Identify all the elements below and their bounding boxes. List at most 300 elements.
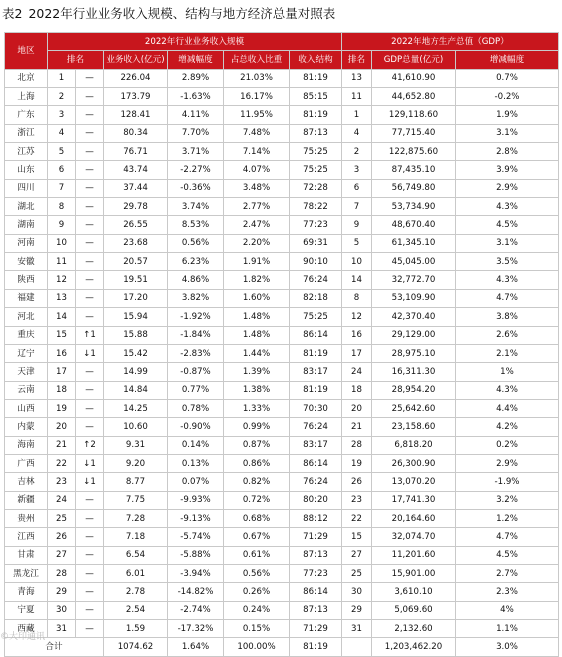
growth-cell: -5.88% — [168, 546, 224, 564]
revenue-cell: 14.25 — [104, 399, 168, 417]
rank-change-cell: — — [76, 179, 104, 197]
share-cell: 2.47% — [224, 216, 290, 234]
rank-cell: 2 — [48, 88, 76, 106]
share-cell: 1.48% — [224, 326, 290, 344]
gdp-rank-cell: 3 — [342, 161, 372, 179]
table-row — [5, 546, 559, 564]
rank-change-cell: — — [76, 509, 104, 527]
growth-cell: -14.82% — [168, 583, 224, 601]
structure-cell: 77:23 — [290, 564, 342, 582]
structure-cell: 86:14 — [290, 326, 342, 344]
table-row — [5, 234, 559, 252]
rank-cell: 11 — [48, 253, 76, 271]
table-row — [5, 418, 559, 436]
gdp-rank-cell: 8 — [342, 289, 372, 307]
gdp-rank-cell: 22 — [342, 509, 372, 527]
structure-cell: 77:23 — [290, 216, 342, 234]
share-cell: 0.26% — [224, 583, 290, 601]
structure-cell: 85:15 — [290, 88, 342, 106]
rank-cell: 28 — [48, 564, 76, 582]
structure-cell: 82:18 — [290, 289, 342, 307]
growth-cell: 4.86% — [168, 271, 224, 289]
gdp-rank-cell: 7 — [342, 198, 372, 216]
gdp-growth-cell: 3.8% — [456, 308, 559, 326]
region-cell: 宁夏 — [5, 601, 48, 619]
gdp-growth-cell: 3.1% — [456, 124, 559, 142]
gdp-growth-cell: -1.9% — [456, 473, 559, 491]
header-growth: 增减幅度 — [168, 51, 224, 69]
gdp-rank-cell: 1 — [342, 106, 372, 124]
rank-cell: 19 — [48, 399, 76, 417]
region-cell: 陕西 — [5, 271, 48, 289]
gdp-cell: 53,734.90 — [372, 198, 456, 216]
header-region: 地区 — [5, 33, 48, 70]
rank-change-cell: — — [76, 198, 104, 216]
gdp-growth-cell: 4% — [456, 601, 559, 619]
revenue-cell: 29.78 — [104, 198, 168, 216]
revenue-cell: 23.68 — [104, 234, 168, 252]
header-share: 占总收入比重 — [224, 51, 290, 69]
rank-change-cell: — — [76, 124, 104, 142]
region-cell: 广东 — [5, 106, 48, 124]
table-row — [5, 528, 559, 546]
rank-cell: 16 — [48, 344, 76, 362]
growth-cell: -3.94% — [168, 564, 224, 582]
revenue-cell: 2.54 — [104, 601, 168, 619]
rank-cell: 29 — [48, 583, 76, 601]
rank-cell: 20 — [48, 418, 76, 436]
gdp-growth-cell: 1% — [456, 363, 559, 381]
gdp-cell: 2,132.60 — [372, 620, 456, 638]
structure-cell: 75:25 — [290, 161, 342, 179]
growth-cell: 0.56% — [168, 234, 224, 252]
rank-change-cell: — — [76, 546, 104, 564]
region-cell: 贵州 — [5, 509, 48, 527]
region-cell: 广西 — [5, 454, 48, 472]
table-row — [5, 69, 559, 87]
total-row — [5, 638, 559, 656]
rank-change-cell: ↓1 — [76, 473, 104, 491]
gdp-cell: 45,045.00 — [372, 253, 456, 271]
rank-change-cell: — — [76, 620, 104, 638]
gdp-growth-cell: 4.4% — [456, 399, 559, 417]
region-cell: 重庆 — [5, 326, 48, 344]
revenue-cell: 7.28 — [104, 509, 168, 527]
revenue-cell: 26.55 — [104, 216, 168, 234]
structure-cell: 80:20 — [290, 491, 342, 509]
growth-cell: 3.82% — [168, 289, 224, 307]
growth-cell: -0.87% — [168, 363, 224, 381]
rank-cell: 26 — [48, 528, 76, 546]
table-row — [5, 253, 559, 271]
rank-change-cell: — — [76, 253, 104, 271]
structure-cell: 81:19 — [290, 69, 342, 87]
gdp-rank-cell: 10 — [342, 253, 372, 271]
rank-cell: 21 — [48, 436, 76, 454]
table-row — [5, 564, 559, 582]
share-cell: 21.03% — [224, 69, 290, 87]
share-cell: 2.77% — [224, 198, 290, 216]
structure-cell: 83:17 — [290, 363, 342, 381]
growth-cell: -9.93% — [168, 491, 224, 509]
gdp-growth-cell: 4.3% — [456, 271, 559, 289]
rank-cell: 27 — [48, 546, 76, 564]
gdp-rank-cell: 15 — [342, 528, 372, 546]
structure-cell: 81:19 — [290, 344, 342, 362]
header-group-revenue: 2022年行业业务收入规模 — [48, 33, 342, 51]
rank-cell: 25 — [48, 509, 76, 527]
gdp-growth-cell: 4.5% — [456, 216, 559, 234]
gdp-cell: 28,975.10 — [372, 344, 456, 362]
share-cell: 4.07% — [224, 161, 290, 179]
table-row — [5, 308, 559, 326]
gdp-growth-cell: 2.8% — [456, 143, 559, 161]
rank-cell: 17 — [48, 363, 76, 381]
gdp-rank-cell: 31 — [342, 620, 372, 638]
region-cell: 河北 — [5, 308, 48, 326]
total-gdp: 1,203,462.20 — [372, 638, 456, 656]
table-row — [5, 124, 559, 142]
gdp-growth-cell: 3.2% — [456, 491, 559, 509]
structure-cell: 72:28 — [290, 179, 342, 197]
growth-cell: -2.83% — [168, 344, 224, 362]
gdp-rank-cell: 18 — [342, 381, 372, 399]
total-gdp-rank — [342, 638, 372, 656]
region-cell: 西藏 — [5, 620, 48, 638]
caption-title: 2022年行业业务收入规模、结构与地方经济总量对照表 — [28, 6, 336, 21]
structure-cell: 76:24 — [290, 473, 342, 491]
total-share: 100.00% — [224, 638, 290, 656]
growth-cell: 0.13% — [168, 454, 224, 472]
region-cell: 海南 — [5, 436, 48, 454]
growth-cell: -2.74% — [168, 601, 224, 619]
gdp-rank-cell: 30 — [342, 583, 372, 601]
growth-cell: 6.23% — [168, 253, 224, 271]
share-cell: 0.61% — [224, 546, 290, 564]
revenue-cell: 19.51 — [104, 271, 168, 289]
rank-change-cell: — — [76, 88, 104, 106]
table-row — [5, 473, 559, 491]
table-row — [5, 106, 559, 124]
table-row — [5, 583, 559, 601]
rank-change-cell: — — [76, 528, 104, 546]
table-row — [5, 601, 559, 619]
structure-cell: 86:14 — [290, 454, 342, 472]
gdp-growth-cell: 2.7% — [456, 564, 559, 582]
gdp-rank-cell: 20 — [342, 399, 372, 417]
gdp-growth-cell: 2.9% — [456, 179, 559, 197]
revenue-cell: 2.78 — [104, 583, 168, 601]
share-cell: 2.20% — [224, 234, 290, 252]
share-cell: 1.48% — [224, 308, 290, 326]
gdp-cell: 56,749.80 — [372, 179, 456, 197]
rank-change-cell: ↓1 — [76, 344, 104, 362]
rank-cell: 24 — [48, 491, 76, 509]
region-cell: 辽宁 — [5, 344, 48, 362]
rank-change-cell: — — [76, 491, 104, 509]
gdp-cell: 26,300.90 — [372, 454, 456, 472]
rank-change-cell: — — [76, 271, 104, 289]
structure-cell: 86:14 — [290, 583, 342, 601]
share-cell: 1.33% — [224, 399, 290, 417]
table-row — [5, 198, 559, 216]
share-cell: 1.82% — [224, 271, 290, 289]
gdp-growth-cell: 2.9% — [456, 454, 559, 472]
header-group-gdp: 2022年地方生产总值（GDP） — [342, 33, 559, 51]
growth-cell: 2.89% — [168, 69, 224, 87]
structure-cell: 81:19 — [290, 106, 342, 124]
gdp-rank-cell: 12 — [342, 308, 372, 326]
rank-cell: 23 — [48, 473, 76, 491]
rank-cell: 8 — [48, 198, 76, 216]
gdp-cell: 87,435.10 — [372, 161, 456, 179]
share-cell: 0.15% — [224, 620, 290, 638]
gdp-growth-cell: 2.6% — [456, 326, 559, 344]
share-cell: 0.68% — [224, 509, 290, 527]
gdp-growth-cell: 1.1% — [456, 620, 559, 638]
region-cell: 湖南 — [5, 216, 48, 234]
structure-cell: 76:24 — [290, 271, 342, 289]
gdp-cell: 48,670.40 — [372, 216, 456, 234]
region-cell: 江苏 — [5, 143, 48, 161]
revenue-cell: 173.79 — [104, 88, 168, 106]
table-row — [5, 491, 559, 509]
rank-change-cell: — — [76, 234, 104, 252]
rank-cell: 13 — [48, 289, 76, 307]
table-row — [5, 381, 559, 399]
revenue-cell: 15.94 — [104, 308, 168, 326]
rank-cell: 7 — [48, 179, 76, 197]
growth-cell: -17.32% — [168, 620, 224, 638]
structure-cell: 75:25 — [290, 143, 342, 161]
gdp-rank-cell: 5 — [342, 234, 372, 252]
gdp-growth-cell: 0.2% — [456, 436, 559, 454]
revenue-cell: 7.75 — [104, 491, 168, 509]
share-cell: 7.14% — [224, 143, 290, 161]
revenue-cell: 6.01 — [104, 564, 168, 582]
gdp-growth-cell: 3.5% — [456, 253, 559, 271]
gdp-rank-cell: 13 — [342, 69, 372, 87]
rank-cell: 18 — [48, 381, 76, 399]
rank-change-cell: — — [76, 583, 104, 601]
table-row — [5, 363, 559, 381]
structure-cell: 75:25 — [290, 308, 342, 326]
region-cell: 甘肃 — [5, 546, 48, 564]
share-cell: 1.39% — [224, 363, 290, 381]
rank-change-cell: ↑1 — [76, 326, 104, 344]
gdp-growth-cell: 4.7% — [456, 289, 559, 307]
header-gdp: GDP总量(亿元) — [372, 51, 456, 69]
structure-cell: 83:17 — [290, 436, 342, 454]
gdp-cell: 23,158.60 — [372, 418, 456, 436]
gdp-cell: 32,772.70 — [372, 271, 456, 289]
rank-change-cell: — — [76, 161, 104, 179]
watermark: ©大印通讯 — [0, 632, 46, 642]
table-row — [5, 143, 559, 161]
rank-change-cell: — — [76, 289, 104, 307]
share-cell: 0.72% — [224, 491, 290, 509]
rank-change-cell: ↓1 — [76, 454, 104, 472]
table-body — [5, 69, 559, 638]
share-cell: 0.99% — [224, 418, 290, 436]
rank-cell: 12 — [48, 271, 76, 289]
rank-change-cell: — — [76, 418, 104, 436]
revenue-cell: 7.18 — [104, 528, 168, 546]
growth-cell: -2.27% — [168, 161, 224, 179]
growth-cell: 0.14% — [168, 436, 224, 454]
rank-cell: 15 — [48, 326, 76, 344]
revenue-cell: 43.74 — [104, 161, 168, 179]
gdp-growth-cell: 0.7% — [456, 69, 559, 87]
gdp-cell: 41,610.90 — [372, 69, 456, 87]
region-cell: 内蒙 — [5, 418, 48, 436]
table-row — [5, 454, 559, 472]
structure-cell: 87:13 — [290, 546, 342, 564]
revenue-cell: 128.41 — [104, 106, 168, 124]
header-structure: 收入结构 — [290, 51, 342, 69]
gdp-cell: 28,954.20 — [372, 381, 456, 399]
structure-cell: 69:31 — [290, 234, 342, 252]
rank-cell: 31 — [48, 620, 76, 638]
region-cell: 山西 — [5, 399, 48, 417]
region-cell: 新疆 — [5, 491, 48, 509]
table-row — [5, 620, 559, 638]
gdp-cell: 29,129.00 — [372, 326, 456, 344]
gdp-cell: 17,741.30 — [372, 491, 456, 509]
gdp-cell: 44,652.80 — [372, 88, 456, 106]
gdp-growth-cell: 4.3% — [456, 381, 559, 399]
share-cell: 1.91% — [224, 253, 290, 271]
growth-cell: 3.71% — [168, 143, 224, 161]
rank-change-cell: — — [76, 143, 104, 161]
gdp-rank-cell: 29 — [342, 601, 372, 619]
total-structure: 81:19 — [290, 638, 342, 656]
growth-cell: 7.70% — [168, 124, 224, 142]
total-growth: 1.64% — [168, 638, 224, 656]
revenue-cell: 14.84 — [104, 381, 168, 399]
gdp-cell: 11,201.60 — [372, 546, 456, 564]
table-caption — [2, 2, 560, 26]
revenue-cell: 9.31 — [104, 436, 168, 454]
structure-cell: 78:22 — [290, 198, 342, 216]
revenue-cell: 6.54 — [104, 546, 168, 564]
region-cell: 河南 — [5, 234, 48, 252]
gdp-cell: 6,818.20 — [372, 436, 456, 454]
total-label: 合计 — [5, 638, 104, 656]
table-row — [5, 326, 559, 344]
table-row — [5, 509, 559, 527]
gdp-cell: 61,345.10 — [372, 234, 456, 252]
gdp-rank-cell: 19 — [342, 454, 372, 472]
revenue-cell: 8.77 — [104, 473, 168, 491]
rank-cell: 1 — [48, 69, 76, 87]
gdp-cell: 53,109.90 — [372, 289, 456, 307]
share-cell: 0.56% — [224, 564, 290, 582]
region-cell: 天津 — [5, 363, 48, 381]
rank-cell: 6 — [48, 161, 76, 179]
region-cell: 浙江 — [5, 124, 48, 142]
share-cell: 1.60% — [224, 289, 290, 307]
gdp-rank-cell: 21 — [342, 418, 372, 436]
table-row — [5, 399, 559, 417]
table-row — [5, 179, 559, 197]
gdp-growth-cell: -0.2% — [456, 88, 559, 106]
region-cell: 江西 — [5, 528, 48, 546]
gdp-rank-cell: 9 — [342, 216, 372, 234]
total-revenue: 1074.62 — [104, 638, 168, 656]
rank-cell: 30 — [48, 601, 76, 619]
growth-cell: -5.74% — [168, 528, 224, 546]
region-cell: 湖北 — [5, 198, 48, 216]
region-cell: 青海 — [5, 583, 48, 601]
gdp-growth-cell: 3.1% — [456, 234, 559, 252]
structure-cell: 88:12 — [290, 509, 342, 527]
growth-cell: -0.36% — [168, 179, 224, 197]
table-row — [5, 436, 559, 454]
gdp-growth-cell: 2.1% — [456, 344, 559, 362]
rank-cell: 14 — [48, 308, 76, 326]
gdp-growth-cell: 1.2% — [456, 509, 559, 527]
gdp-rank-cell: 6 — [342, 179, 372, 197]
gdp-rank-cell: 26 — [342, 473, 372, 491]
revenue-cell: 14.99 — [104, 363, 168, 381]
revenue-cell: 15.88 — [104, 326, 168, 344]
gdp-growth-cell: 4.3% — [456, 198, 559, 216]
growth-cell: -1.84% — [168, 326, 224, 344]
revenue-cell: 226.04 — [104, 69, 168, 87]
gdp-cell: 20,164.60 — [372, 509, 456, 527]
gdp-rank-cell: 23 — [342, 491, 372, 509]
growth-cell: 3.74% — [168, 198, 224, 216]
rank-change-cell: — — [76, 363, 104, 381]
rank-change-cell: — — [76, 216, 104, 234]
rank-cell: 9 — [48, 216, 76, 234]
gdp-growth-cell: 4.2% — [456, 418, 559, 436]
growth-cell: 0.77% — [168, 381, 224, 399]
structure-cell: 71:29 — [290, 620, 342, 638]
share-cell: 3.48% — [224, 179, 290, 197]
structure-cell: 87:13 — [290, 124, 342, 142]
gdp-rank-cell: 4 — [342, 124, 372, 142]
region-cell: 北京 — [5, 69, 48, 87]
gdp-growth-cell: 4.5% — [456, 546, 559, 564]
table-row — [5, 216, 559, 234]
region-cell: 福建 — [5, 289, 48, 307]
structure-cell: 87:13 — [290, 601, 342, 619]
header-gdp-growth: 增减幅度 — [456, 51, 559, 69]
structure-cell: 90:10 — [290, 253, 342, 271]
region-cell: 黑龙江 — [5, 564, 48, 582]
gdp-cell: 16,311.30 — [372, 363, 456, 381]
structure-cell: 71:29 — [290, 528, 342, 546]
revenue-cell: 37.44 — [104, 179, 168, 197]
gdp-growth-cell: 2.3% — [456, 583, 559, 601]
region-cell: 安徽 — [5, 253, 48, 271]
rank-cell: 3 — [48, 106, 76, 124]
rank-change-cell: — — [76, 399, 104, 417]
rank-cell: 10 — [48, 234, 76, 252]
region-cell: 云南 — [5, 381, 48, 399]
gdp-cell: 77,715.40 — [372, 124, 456, 142]
growth-cell: 0.78% — [168, 399, 224, 417]
growth-cell: -1.92% — [168, 308, 224, 326]
comparison-table — [4, 32, 559, 657]
rank-change-cell: — — [76, 308, 104, 326]
rank-change-cell: — — [76, 106, 104, 124]
gdp-cell: 3,610.10 — [372, 583, 456, 601]
region-cell: 吉林 — [5, 473, 48, 491]
gdp-growth-cell: 4.7% — [456, 528, 559, 546]
